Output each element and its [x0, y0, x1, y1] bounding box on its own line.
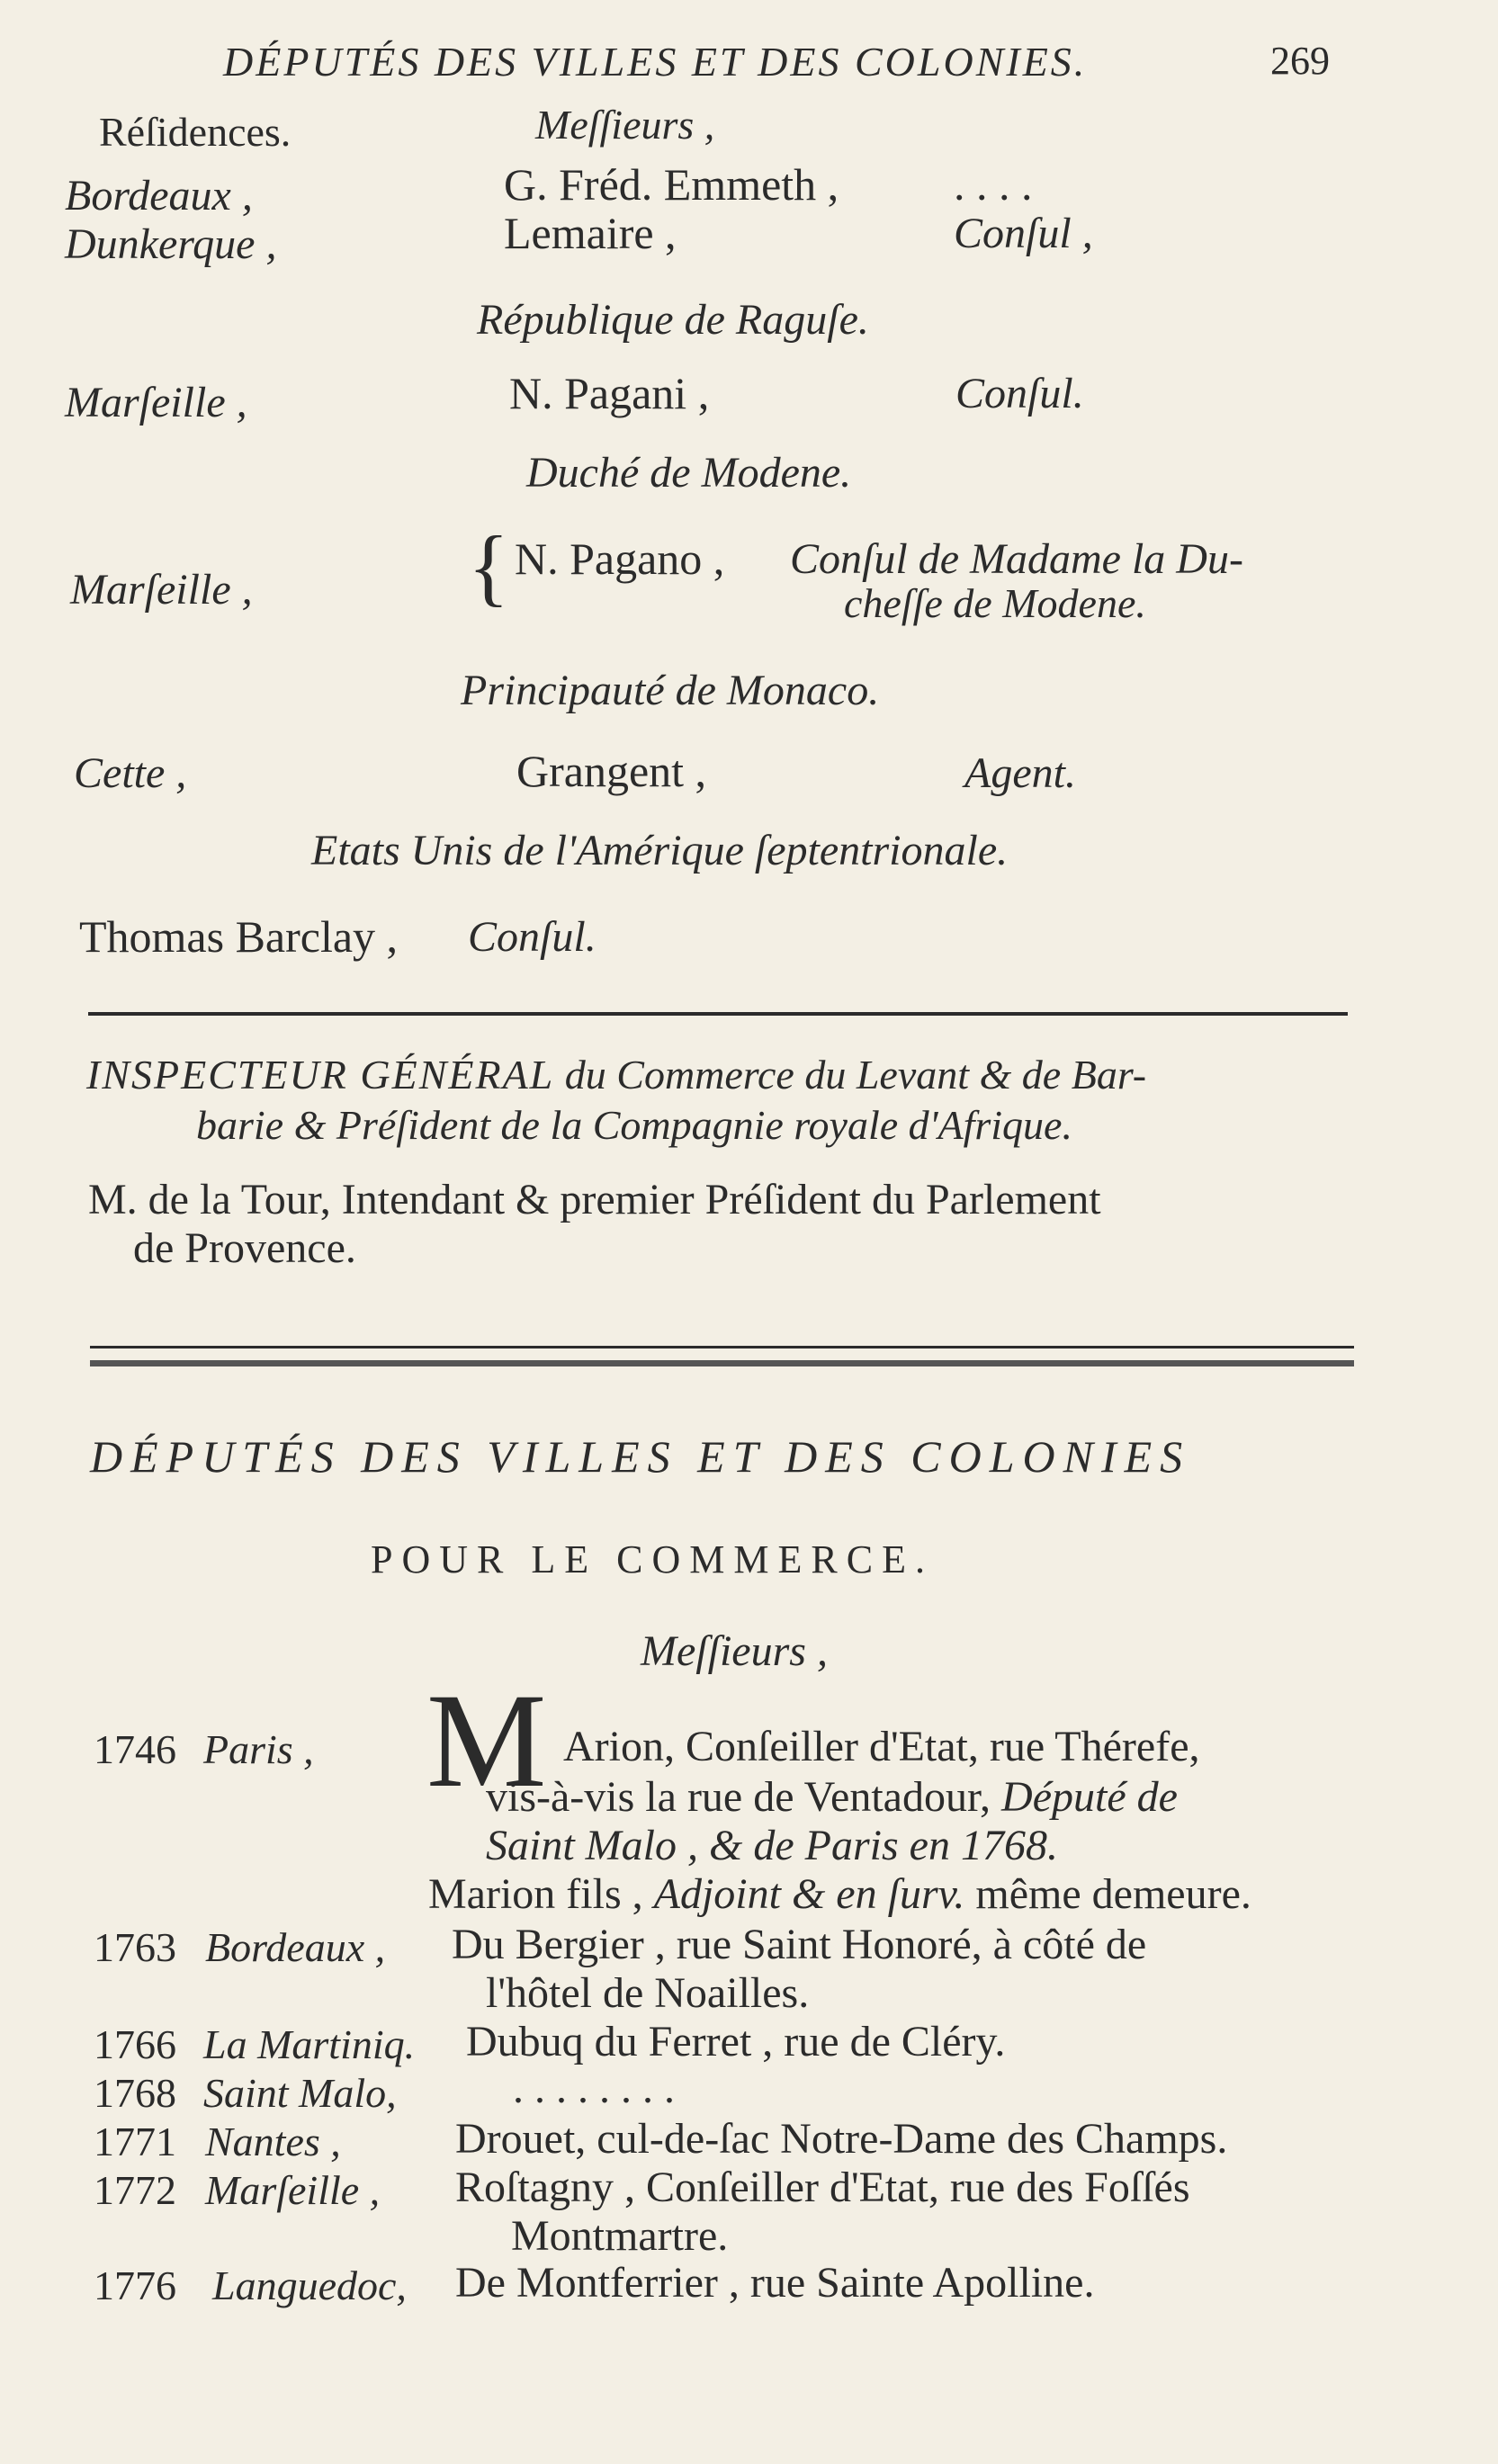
name-pagani: N. Pagani ,	[509, 368, 710, 418]
entry-year: 1763	[94, 1924, 176, 1970]
column-header-messieurs: Meſſieurs ,	[535, 102, 715, 148]
place-modena: Marſeille ,	[70, 566, 253, 614]
entry-line-italic: Adjoint & en ſurv.	[653, 1870, 965, 1918]
title-pagani: Conſul.	[955, 370, 1084, 417]
place-dunkerque: Dunkerque ,	[65, 220, 277, 268]
brace-glyph: {	[468, 518, 510, 614]
name-barclay: Thomas Barclay ,	[79, 911, 399, 962]
entry-place: Bordeaux ,	[205, 1924, 386, 1970]
entry-year: 1768	[94, 2070, 176, 2116]
entry-place: Paris ,	[203, 1726, 314, 1772]
title-barclay: Conſul.	[468, 913, 597, 961]
entry-year: 1776	[94, 2262, 176, 2308]
entry-line-italic: Député de	[1001, 1773, 1178, 1821]
entry-place: Nantes ,	[205, 2119, 341, 2164]
entry-place: Languedoc,	[212, 2262, 407, 2308]
title-grangent: Agent.	[964, 749, 1076, 797]
entry-year: 1772	[94, 2167, 176, 2213]
place-bordeaux: Bordeaux ,	[65, 172, 253, 220]
entry-line	[428, 1869, 1251, 1919]
inspector-body-line1: M. de la Tour, Intendant & premier Préſident du Parlement	[88, 1176, 1101, 1223]
entry-line: Drouet, cul-de-ſac Notre-Dame des Champs.	[455, 2115, 1228, 2163]
entry-place: Marſeille ,	[205, 2167, 381, 2213]
inspector-title-line1	[86, 1051, 1146, 1098]
section-rule	[88, 1012, 1348, 1016]
entry-line: l'hôtel de Noailles.	[486, 1969, 810, 2017]
deputies-messieurs: Meſſieurs ,	[641, 1627, 828, 1675]
heading-monaco: Principauté de Monaco.	[461, 667, 880, 714]
double-rule-bottom	[90, 1360, 1354, 1366]
name-grangent: Grangent ,	[516, 746, 707, 796]
entry-line: Dubuq du Ferret , rue de Cléry.	[466, 2018, 1006, 2065]
heading-modena: Duché de Modene.	[526, 449, 852, 497]
entry-line-tail: même demeure.	[975, 1870, 1251, 1918]
heading-usa: Etats Unis de l'Amérique ſeptentrionale.	[311, 827, 1009, 874]
entry-year: 1771	[94, 2119, 176, 2164]
entry-line: De Montferrier , rue Sainte Apolline.	[455, 2259, 1095, 2307]
entry-line: Saint Malo , & de Paris en 1768.	[486, 1822, 1058, 1869]
entry-place: La Martiniq.	[203, 2021, 416, 2067]
place-monaco: Cette ,	[74, 749, 187, 797]
name-emmeth: G. Fréd. Emmeth ,	[504, 159, 839, 210]
title-lemaire: Conſul ,	[954, 210, 1093, 257]
entry-line: Roſtagny , Conſeiller d'Etat, rue des Foſſés	[455, 2164, 1190, 2211]
page-number: 269	[1270, 39, 1330, 83]
column-header-residences: Réſidences.	[99, 109, 292, 155]
entry-year: 1766	[94, 2021, 176, 2067]
name-pagano: N. Pagano ,	[515, 533, 725, 584]
place-ragusa: Marſeille ,	[65, 379, 247, 426]
inspector-title-line2: barie & Préſident de la Compagnie royale d'Afrique.	[196, 1102, 1072, 1148]
deputies-subheading: POUR LE COMMERCE.	[371, 1537, 934, 1581]
entry-line-text: Marion fils ,	[428, 1870, 643, 1918]
name-lemaire: Lemaire ,	[504, 208, 677, 258]
entry-line	[486, 1772, 1178, 1822]
title-pagano-line1: Conſul de Madame la Du-	[790, 535, 1243, 583]
running-head-title: DÉPUTÉS DES VILLES ET DES COLONIES.	[223, 39, 1088, 85]
deputies-heading: DÉPUTÉS DES VILLES ET DES COLONIES	[90, 1431, 1191, 1482]
entry-year: 1746	[94, 1726, 176, 1772]
inspector-title-caps: INSPECTEUR GÉNÉRAL	[86, 1052, 555, 1098]
entry-place: Saint Malo,	[203, 2070, 397, 2116]
entry-line-text: vis-à-vis la rue de Ventadour,	[486, 1773, 991, 1821]
inspector-body-line2: de Provence.	[133, 1224, 356, 1272]
heading-ragusa: République de Raguſe.	[477, 296, 869, 344]
entry-line: . . . . . . . .	[513, 2065, 675, 2112]
double-rule-top	[90, 1346, 1354, 1348]
dots-emmeth: . . . .	[954, 159, 1033, 210]
entry-line: Montmartre.	[511, 2212, 729, 2260]
entry-line: Arion, Conſeiller d'Etat, rue Thérefe,	[563, 1723, 1200, 1770]
entry-line: Du Bergier , rue Saint Honoré, à côté de	[452, 1921, 1147, 1968]
title-pagano-line2: cheſſe de Modene.	[844, 580, 1146, 626]
inspector-title-rest: du Commerce du Levant & de Bar-	[564, 1052, 1147, 1098]
drop-cap-m: M	[426, 1666, 547, 1815]
